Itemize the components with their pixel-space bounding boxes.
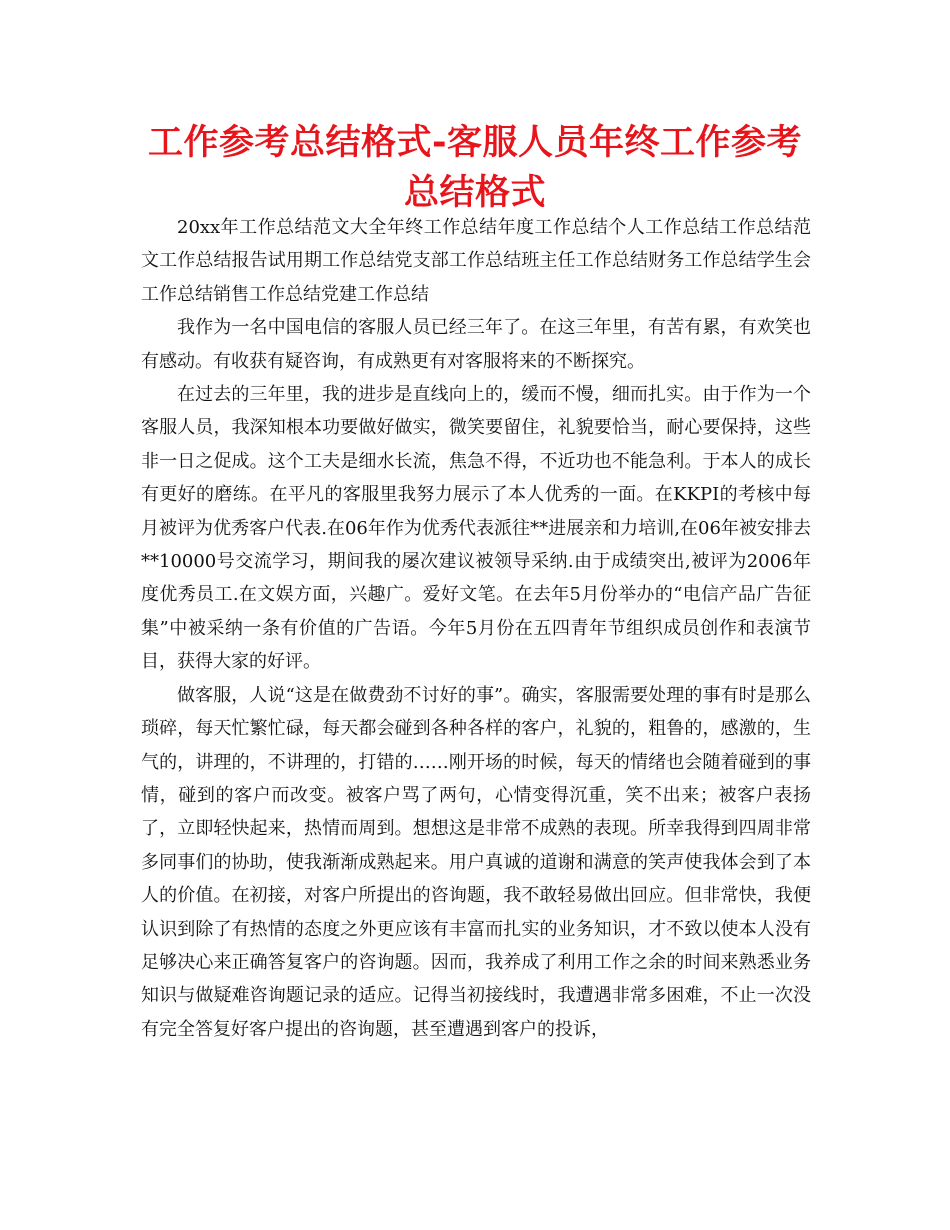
document-title: 工作参考总结格式-客服人员年终工作参考总结格式	[147, 123, 803, 213]
paragraph-intro: 我作为一名中国电信的客服人员已经三年了。在这三年里，有苦有累，有欢笑也有感动。有收获有疑咨询，有成熟更有对客服将来的不断探究。	[141, 317, 811, 372]
paragraph-progress: 在过去的三年里，我的进步是直线向上的，缓而不慢，细而扎实。由于作为一个客服人员，我深知根本功要做好做实，微笑要留住，礼貌要恰当，耐心要保持，这些非一日之促成。这个工夫是细水长流，焦急不得，不近功也不能急利。于本人的成长有更好的磨练。在平凡的客服里我努力展示了本人优秀的一面。在KKPI的考核中每月被评为优秀客户代表.在06年作为优秀代表派往**进展亲和力培训,在06年被安排去**10000号交流学习，期间我的屡次建议被领导采纳.由于成绩突出,被评为2006年度优秀员工.在文娱方面，兴趣广。爱好文笔。在去年5月份举办的“电信产品广告征集”中被采纳一条有价值的广告语。今年5月份在五四青年节组织成员创作和表演节目，获得大家的好评。	[141, 384, 811, 673]
paragraph-customer-service: 做客服，人说“这是在做费劲不讨好的事”。确实，客服需要处理的事有时是那么琐碎，每天忙繁忙碌，每天都会碰到各种各样的客户，礼貌的，粗鲁的，感激的，生气的，讲理的，不讲理的，打错的……刚开场的时候，每天的情绪也会随着碰到的事情，碰到的客户而改变。被客户骂了两句，心情变得沉重，笑不出来；被客户表扬了，立即轻快起来，热情而周到。想想这是非常不成熟的表现。所幸我得到四周非常多同事们的协助，使我渐渐成熟起来。用户真诚的道谢和满意的笑声使我体会到了本人的价值。在初接，对客户所提出的咨询题，我不敢轻易做出回应。但非常快，我便认识到除了有热情的态度之外更应该有丰富而扎实的业务知识，才不致以使本人没有足够决心来正确答复客户的咨询题。因而，我养成了利用工作之余的时间来熟悉业务知识与做疑难咨询题记录的适应。记得当初接线时，我遭遇非常多困难，不止一次没有完全答复好客户提出的咨询题，甚至遭遇到客户的投诉，	[141, 684, 811, 1040]
paragraph-keywords: 20xx年工作总结范文大全年终工作总结年度工作总结个人工作总结工作总结范文工作总结报告试用期工作总结党支部工作总结班主任工作总结财务工作总结学生会工作总结销售工作总结党建工作总结	[141, 217, 811, 305]
document-body	[141, 211, 811, 1046]
